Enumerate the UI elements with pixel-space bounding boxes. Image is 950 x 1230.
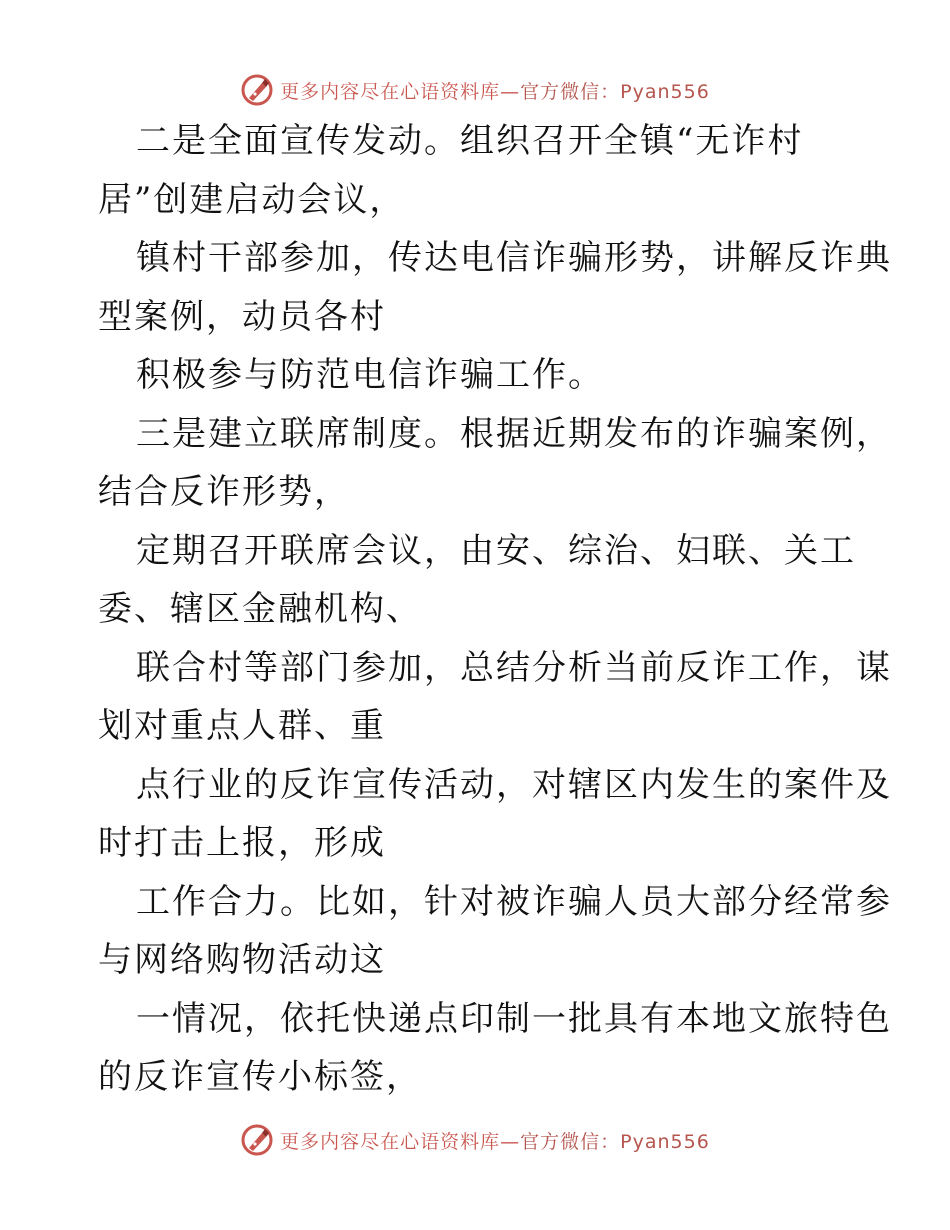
text-line: 划对重点人群、重 xyxy=(98,706,386,746)
text-line: 联合村等部门参加，总结分析当前反诈工作，谋 xyxy=(136,647,892,688)
banner-site-name: 更多内容尽在心语资料库 xyxy=(280,1130,501,1153)
text-line: 时打击上报，形成 xyxy=(98,823,386,863)
fountain-pen-logo-icon xyxy=(240,73,274,107)
banner-text xyxy=(280,1127,710,1154)
text-line: 三是建立联席制度。根据近期发布的诈骗案例， xyxy=(136,413,892,454)
text-line: 镇村干部参加，传达电信诈骗形势，讲解反诈典 xyxy=(136,238,892,278)
footer-banner xyxy=(0,1120,950,1160)
text-line: 一情况，依托快递点印制一批具有本地文旅特色 xyxy=(136,998,892,1039)
text-line: 型案例，动员各村 xyxy=(98,296,386,337)
banner-text xyxy=(280,77,710,104)
text-line: 与网络购物活动这 xyxy=(98,940,386,980)
header-banner xyxy=(0,70,950,110)
banner-separator: — xyxy=(500,80,521,103)
text-line: 二是全面宣传发动。组织召开全镇“无诈村 xyxy=(136,121,804,161)
text-line: 工作合力。比如，针对被诈骗人员大部分经常参 xyxy=(136,881,892,922)
banner-contact: 官方微信：Pyan556 xyxy=(520,1130,710,1153)
text-line: 积极参与防范电信诈骗工作。 xyxy=(136,355,604,395)
document-body xyxy=(98,121,892,1119)
text-line: 点行业的反诈宣传活动，对辖区内发生的案件及 xyxy=(136,764,892,805)
fountain-pen-logo-icon xyxy=(240,1123,274,1157)
banner-site-name: 更多内容尽在心语资料库 xyxy=(280,80,501,103)
text-line: 结合反诈形势， xyxy=(98,472,350,512)
banner-separator: — xyxy=(500,1130,521,1153)
text-line: 居”创建启动会议， xyxy=(98,179,406,220)
text-line: 定期召开联席会议，由安、综治、妇联、关工 xyxy=(136,530,856,571)
text-line: 的反诈宣传小标签， xyxy=(98,1057,422,1097)
banner-contact: 官方微信：Pyan556 xyxy=(520,80,710,103)
text-line: 委、辖区金融机构、 xyxy=(98,589,422,629)
